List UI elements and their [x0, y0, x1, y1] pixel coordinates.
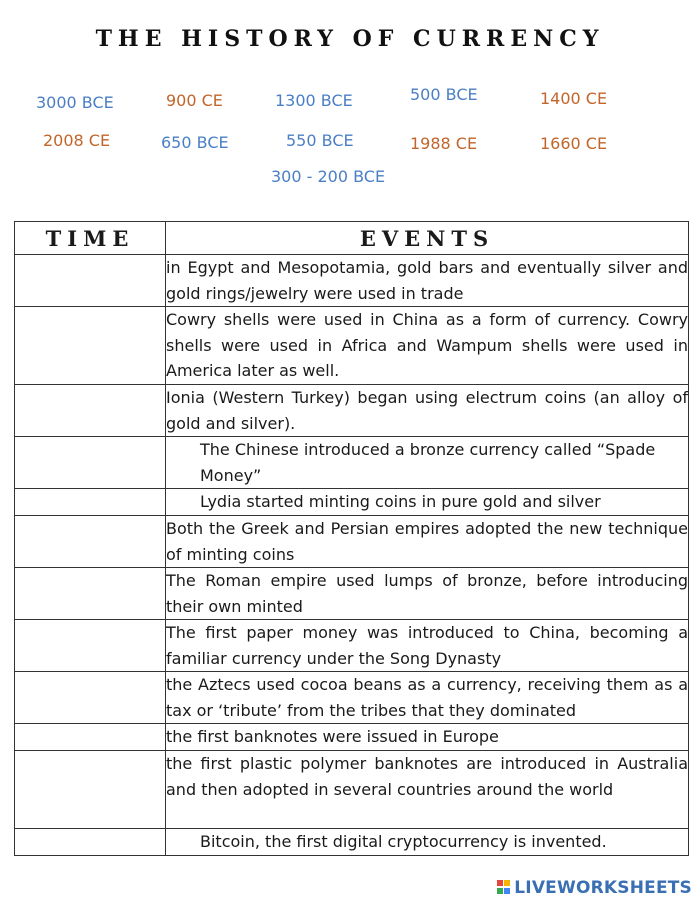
header-events: EVENTS: [166, 222, 689, 255]
table-row: [15, 724, 689, 751]
date-option[interactable]: 1660 CE: [540, 134, 608, 153]
event-cell: Lydia started minting coins in pure gold and silver: [166, 489, 689, 516]
table-row: [15, 385, 689, 437]
footer-brand: [497, 878, 692, 898]
table-row: [15, 672, 689, 724]
date-option[interactable]: 1400 CE: [540, 89, 608, 108]
time-drop-cell[interactable]: [15, 516, 166, 568]
liveworksheets-logo-icon: [497, 880, 511, 896]
time-drop-cell[interactable]: [15, 672, 166, 724]
event-cell: in Egypt and Mesopotamia, gold bars and eventually silver and gold rings/jewelry were used in trade: [166, 255, 689, 307]
date-option[interactable]: 1300 BCE: [275, 91, 353, 110]
time-drop-cell[interactable]: [15, 255, 166, 307]
time-drop-cell[interactable]: [15, 829, 166, 856]
date-option[interactable]: 1988 CE: [410, 134, 478, 153]
header-time: TIME: [15, 222, 166, 255]
timeline-table: [14, 221, 689, 856]
event-cell: The first paper money was introduced to China, becoming a familiar currency under the Song Dynasty: [166, 620, 689, 672]
table-row: [15, 489, 689, 516]
time-drop-cell[interactable]: [15, 751, 166, 829]
table-row: [15, 751, 689, 829]
brand-name: LIVEWORKSHEETS: [514, 878, 692, 898]
event-cell: Bitcoin, the first digital cryptocurrency is invented.: [166, 829, 689, 856]
event-cell: the first plastic polymer banknotes are introduced in Australia and then adopted in several countries around the world: [166, 751, 689, 829]
page-title: THE HISTORY OF CURRENCY: [95, 26, 605, 52]
time-drop-cell[interactable]: [15, 437, 166, 489]
event-cell: the first banknotes were issued in Europe: [166, 724, 689, 751]
time-drop-cell[interactable]: [15, 620, 166, 672]
date-option[interactable]: 300 - 200 BCE: [271, 167, 386, 186]
date-option[interactable]: 650 BCE: [161, 133, 229, 152]
time-drop-cell[interactable]: [15, 568, 166, 620]
table-row: [15, 307, 689, 385]
date-option[interactable]: 500 BCE: [410, 85, 478, 104]
table-header-row: [15, 222, 689, 255]
date-option[interactable]: 3000 BCE: [36, 93, 114, 112]
time-drop-cell[interactable]: [15, 724, 166, 751]
table-row: [15, 620, 689, 672]
date-option[interactable]: 900 CE: [166, 91, 223, 110]
table-row: [15, 255, 689, 307]
event-cell: Both the Greek and Persian empires adopted the new technique of minting coins: [166, 516, 689, 568]
date-option[interactable]: 2008 CE: [43, 131, 111, 150]
event-cell: Ionia (Western Turkey) began using electrum coins (an alloy of gold and silver).: [166, 385, 689, 437]
time-drop-cell[interactable]: [15, 307, 166, 385]
event-cell: Cowry shells were used in China as a form of currency. Cowry shells were used in Africa and Wampum shells were used in America later as well.: [166, 307, 689, 385]
event-cell: The Chinese introduced a bronze currency called “Spade Money”: [166, 437, 689, 489]
table-row: [15, 437, 689, 489]
time-drop-cell[interactable]: [15, 385, 166, 437]
table-row: [15, 568, 689, 620]
table-row: [15, 829, 689, 856]
date-option[interactable]: 550 BCE: [286, 131, 354, 150]
event-cell: the Aztecs used cocoa beans as a currency, receiving them as a tax or ‘tribute’ from the tribes that they dominated: [166, 672, 689, 724]
time-drop-cell[interactable]: [15, 489, 166, 516]
event-cell: The Roman empire used lumps of bronze, before introducing their own minted: [166, 568, 689, 620]
table-row: [15, 516, 689, 568]
